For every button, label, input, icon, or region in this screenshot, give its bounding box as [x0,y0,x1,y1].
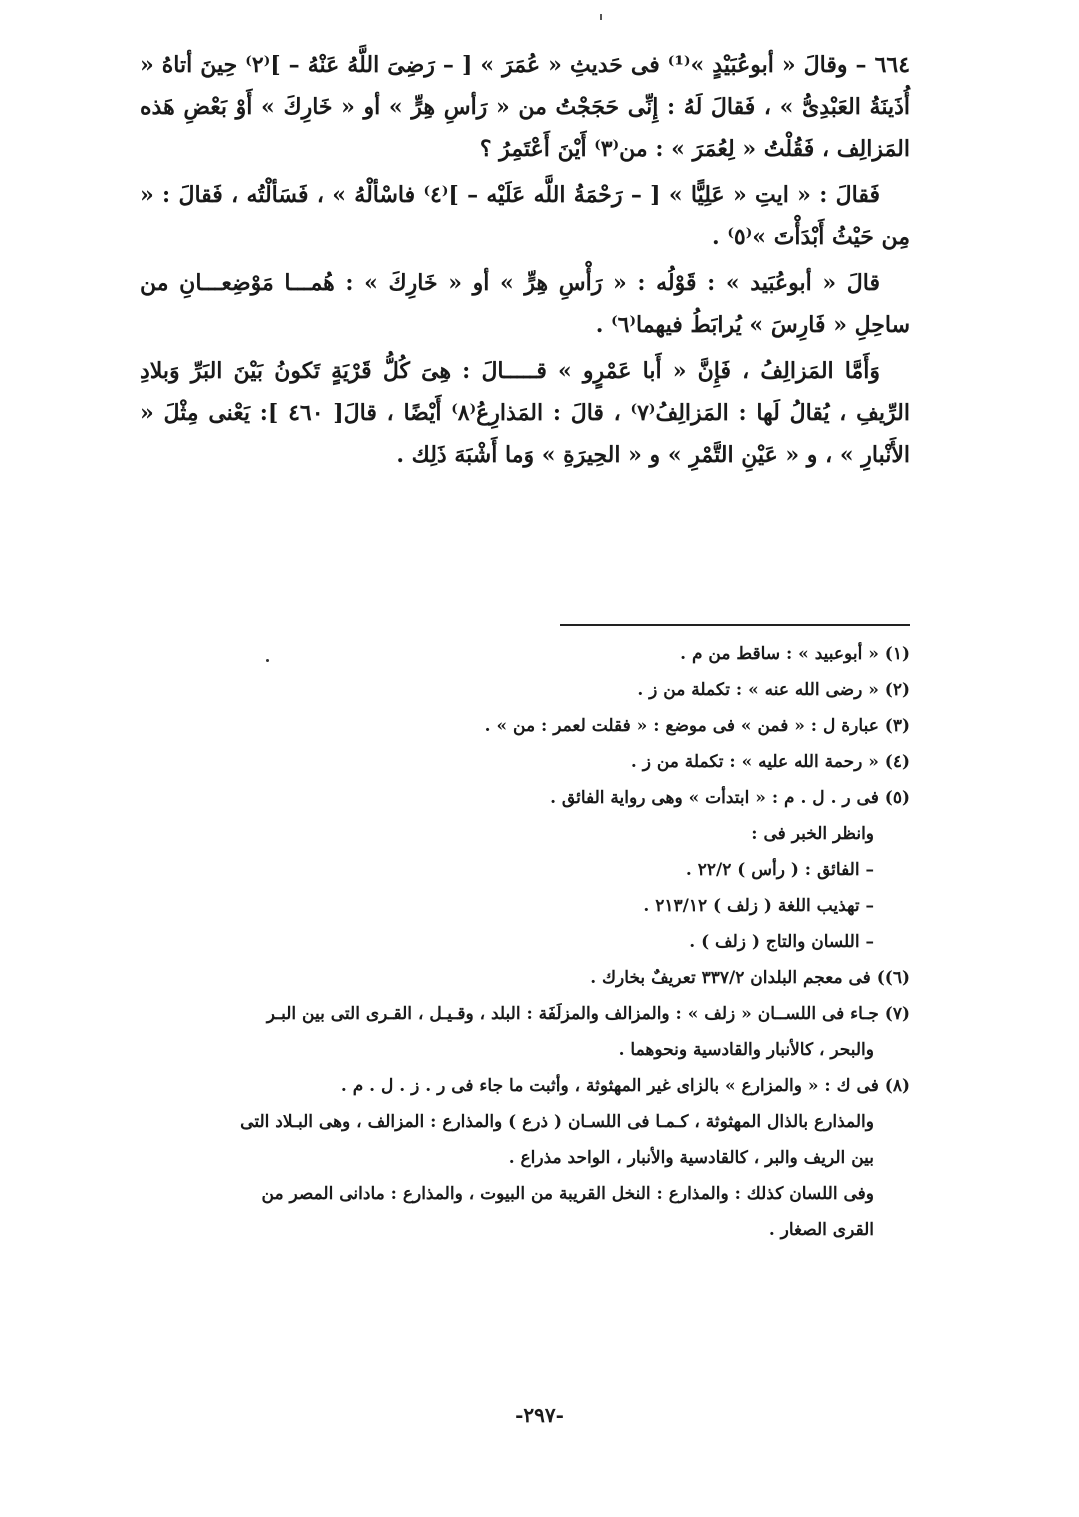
footnote-5-line: – الفائق : ( رأس ) ٢٢/٢ . [685,860,874,880]
footnote-8: (٨) فى ك : « والمزارع » بالزاى غير المهثوثة ، وأثبت ما جاء فى ر . ز . ل . م . [340,1076,910,1096]
paragraph-ali-answer: فَقالَ : « ايتِ « عَلِيًّا » [ – رَحْمَةُ اللَّه عَلَيْه – ]⁽٤⁾ فاسْألْهُ » ، فَسَألْتُه ، فَقالَ : « مِن حَيْثُ أَبْدَأْتَ »⁽٥⁾ . [140,182,910,250]
footnotes [140,636,910,1248]
footnote-8-line: بين الريف والبر ، كالقادسية والأنبار ، الواحد مذراع . [508,1148,874,1168]
paragraph-mazalif: وَأَمَّا المَزالِفُ ، فَإِنَّ « أَبا عَمْرٍو » قـــــالَ : هِىَ كُلُّ قَرْيَةٍ تَكونُ بَيْنَ البَرِّ وَبلادِ الرِّيفِ ، يُقالُ لَها : المَزالِفُ⁽٧⁾ ، قالَ : المَذارِعُ⁽٨⁾ أَيْضًا ، قالَ[ ٤٦٠ ]: يَعْنى مِثْلَ « الأَنْبارِ » ، و « عَيْنِ التَّمْرِ » و « الحِيرَةِ » وَما أَشْبَهَ ذَلِك . [140,358,911,468]
paragraph-abu-ubaid-comment: قالَ « أبوعُبَيد » : قَوْلُه : « رَأْسِ هِرٍّ » أو « خَارِكَ » : هُمـــا مَوْضِعـــانِ من ساحِلِ « فَارِسَ » يُرابَطُ فيهما⁽٦⁾ . [140,270,910,338]
footnote-2: (٢) « رضى الله عنه » : تكملة من ز . [637,680,910,700]
footnote-3: (٣) عبارة ل : « فمن » فى موضع : « فقلت لعمر : من » . [484,716,910,736]
footnote-5-line: – اللسان والتاج ( زلف ) . [689,932,874,952]
scan-mark [600,14,602,20]
main-text [140,44,910,476]
footnote-1: (١) « أبوعبيد » : ساقط من م . [680,644,910,664]
footnote-8-line: والمذارع بالذال المهثوثة ، كـمـا فى اللسـان ( ذرع ) والمذارع : المزالف ، وهى البـلاد التى [240,1112,874,1132]
footnote-6: (٦)) فى معجم البلدان ٣٣٧/٢ تعريفٌ بخارك . [590,968,910,988]
footnote-7: (٧) جـاء فى اللســان « زلف » : والمزالف والمزلَفَة : البلد ، وقـيـل ، القـرى التى بين البـر [266,1004,910,1024]
footnote-7-continuation: والبحر ، كالأنبار والقادسية ونحوهما . [618,1040,874,1060]
footnote-5: (٥) فى ر . ل . م : « ابتدأت » وهى رواية الفائق . [550,788,910,808]
footnote-5-line: – تهذيب اللغة ( زلف ) ٢١٣/١٢ . [643,896,874,916]
footnote-4: (٤) « رحمة الله عليه » : تكملة من ز . [630,752,910,772]
footnote-divider [560,624,910,626]
page-number: -٢٩٧- [515,1403,564,1427]
footnote-8-line: وفى اللسان كذلك : والمذارع : النخل القريبة من البيوت ، والمذارع : مادانى المصر من [261,1184,874,1204]
footnote-8-line: القرى الصغار . [768,1220,874,1240]
paragraph-entry-664: ٦٦٤ – وقالَ « أبوعُبَيْدٍ »⁽¹⁾ فى حَديثِ « عُمَرَ » [ – رَضِىَ اللَّهُ عَنْهُ – ]⁽٢⁾ حِينَ أتاهُ « أُذَينَةُ العَبْدِىُّ » ، فَقالَ لَهُ : إِنِّى حَجَجْتُ من « رَأسِ هِرٍّ » أو « خَارِكَ » أَوْ بَعْضِ هَذه المَزالِف ، فَقُلْتُ « لِعُمَرَ » : من⁽٣⁾ أَيْنَ أَعْتَمِرُ ؟ [140,52,911,162]
footnote-5-line: وانظر الخبر فى : [751,824,874,844]
